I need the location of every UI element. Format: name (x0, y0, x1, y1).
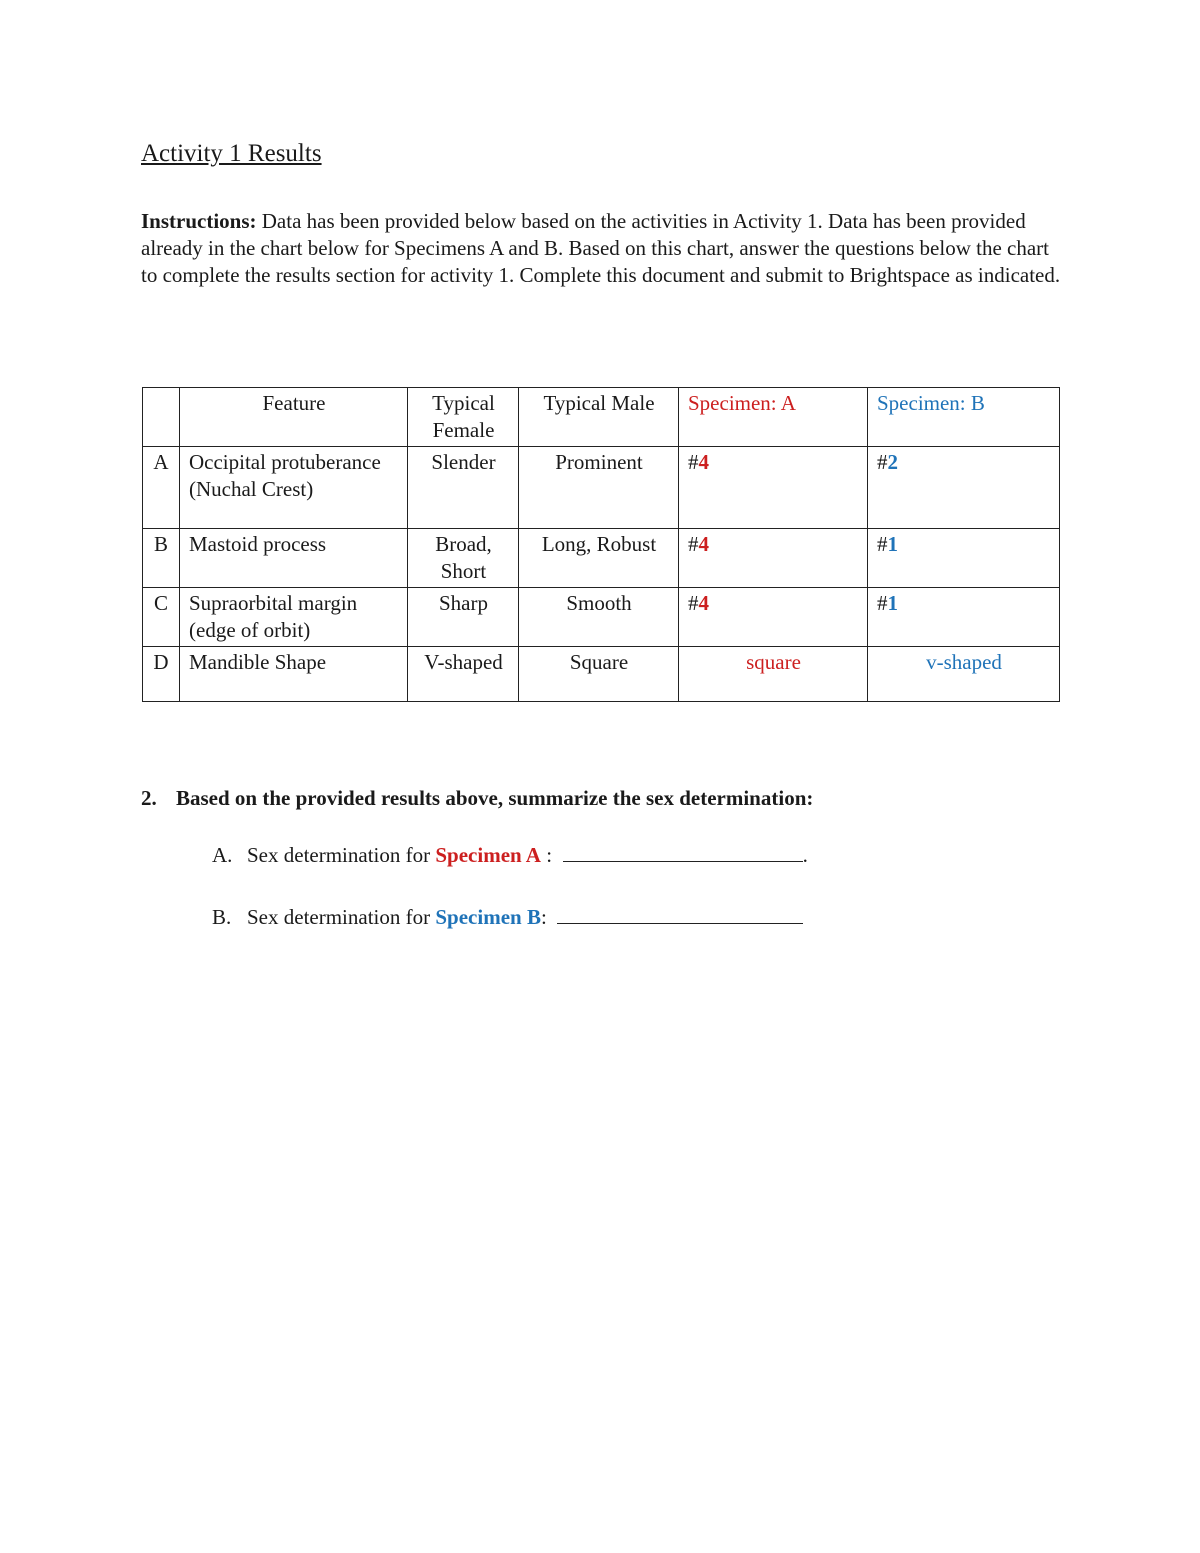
answer-letter: B. (212, 905, 232, 929)
table-row (143, 588, 1060, 647)
question-text: Based on the provided results above, summarize the sex determination: (176, 786, 814, 810)
answer-blank-a[interactable] (563, 841, 803, 862)
header-key (143, 388, 180, 447)
answer-prefix: Sex determination for (247, 905, 436, 929)
specimen-a-value: 4 (698, 591, 709, 615)
row-typical-female: Slender (408, 447, 519, 529)
header-typical-male: Typical Male (519, 388, 679, 447)
specimen-b-value: 1 (887, 591, 898, 615)
row-typical-male: Long, Robust (519, 529, 679, 588)
instructions-lead: Instructions: (141, 209, 257, 233)
results-table (142, 387, 1060, 702)
specimen-a-value: square (679, 647, 868, 702)
answer-suffix: : (540, 843, 563, 867)
table-row (143, 447, 1060, 529)
row-key: C (143, 588, 180, 647)
specimen-b-prefix: # (877, 450, 888, 474)
question-number: 2. (141, 786, 157, 810)
row-specimen-b (868, 529, 1060, 588)
row-key: A (143, 447, 180, 529)
header-specimen-b: Specimen: B (868, 388, 1060, 447)
table-row (143, 529, 1060, 588)
row-key: B (143, 529, 180, 588)
answer-line-b (212, 903, 803, 930)
specimen-a-prefix: # (688, 450, 699, 474)
row-typical-male: Prominent (519, 447, 679, 529)
answer-letter: A. (212, 843, 233, 867)
row-feature: Mastoid process (180, 529, 408, 588)
specimen-b-value: 1 (887, 532, 898, 556)
row-specimen-a (679, 447, 868, 529)
page-title: Activity 1 Results (141, 140, 322, 167)
specimen-a-value: 4 (698, 450, 709, 474)
row-feature: Mandible Shape (180, 647, 408, 702)
row-typical-male: Square (519, 647, 679, 702)
instructions-paragraph (141, 208, 1061, 289)
instructions-text: Data has been provided below based on the activities in Activity 1. Data has been provided already in the chart below for Specimens A and B. Based on this chart, answer the questions below the chart to complete the results section for activity 1. Complete this document and submit to Brightspace as indicated. (141, 209, 1061, 287)
answer-specimen-a: Specimen A (435, 843, 541, 867)
table-header-row (143, 388, 1060, 447)
row-typical-female: Sharp (408, 588, 519, 647)
specimen-b-prefix: # (877, 532, 888, 556)
header-typical-female: Typical Female (408, 388, 519, 447)
row-typical-female: V-shaped (408, 647, 519, 702)
answer-line-a (212, 841, 808, 868)
row-typical-female: Broad, Short (408, 529, 519, 588)
specimen-a-prefix: # (688, 591, 699, 615)
row-key: D (143, 647, 180, 702)
answer-blank-b[interactable] (557, 903, 803, 924)
table-row (143, 647, 1060, 702)
header-feature: Feature (180, 388, 408, 447)
specimen-a-prefix: # (688, 532, 699, 556)
row-feature: Supraorbital margin (edge of orbit) (180, 588, 408, 647)
answer-end: . (802, 843, 808, 867)
question-heading (141, 786, 813, 811)
specimen-a-value: 4 (698, 532, 709, 556)
answer-prefix: Sex determination for (247, 843, 436, 867)
header-specimen-a: Specimen: A (679, 388, 868, 447)
answer-suffix: : (540, 905, 558, 929)
answer-specimen-b: Specimen B (435, 905, 541, 929)
specimen-b-prefix: # (877, 591, 888, 615)
row-specimen-a (679, 529, 868, 588)
row-specimen-b (868, 588, 1060, 647)
row-typical-male: Smooth (519, 588, 679, 647)
row-feature: Occipital protuberance (Nuchal Crest) (180, 447, 408, 529)
row-specimen-a (679, 588, 868, 647)
specimen-b-value: 2 (887, 450, 898, 474)
specimen-b-value: v-shaped (868, 647, 1060, 702)
row-specimen-b (868, 447, 1060, 529)
